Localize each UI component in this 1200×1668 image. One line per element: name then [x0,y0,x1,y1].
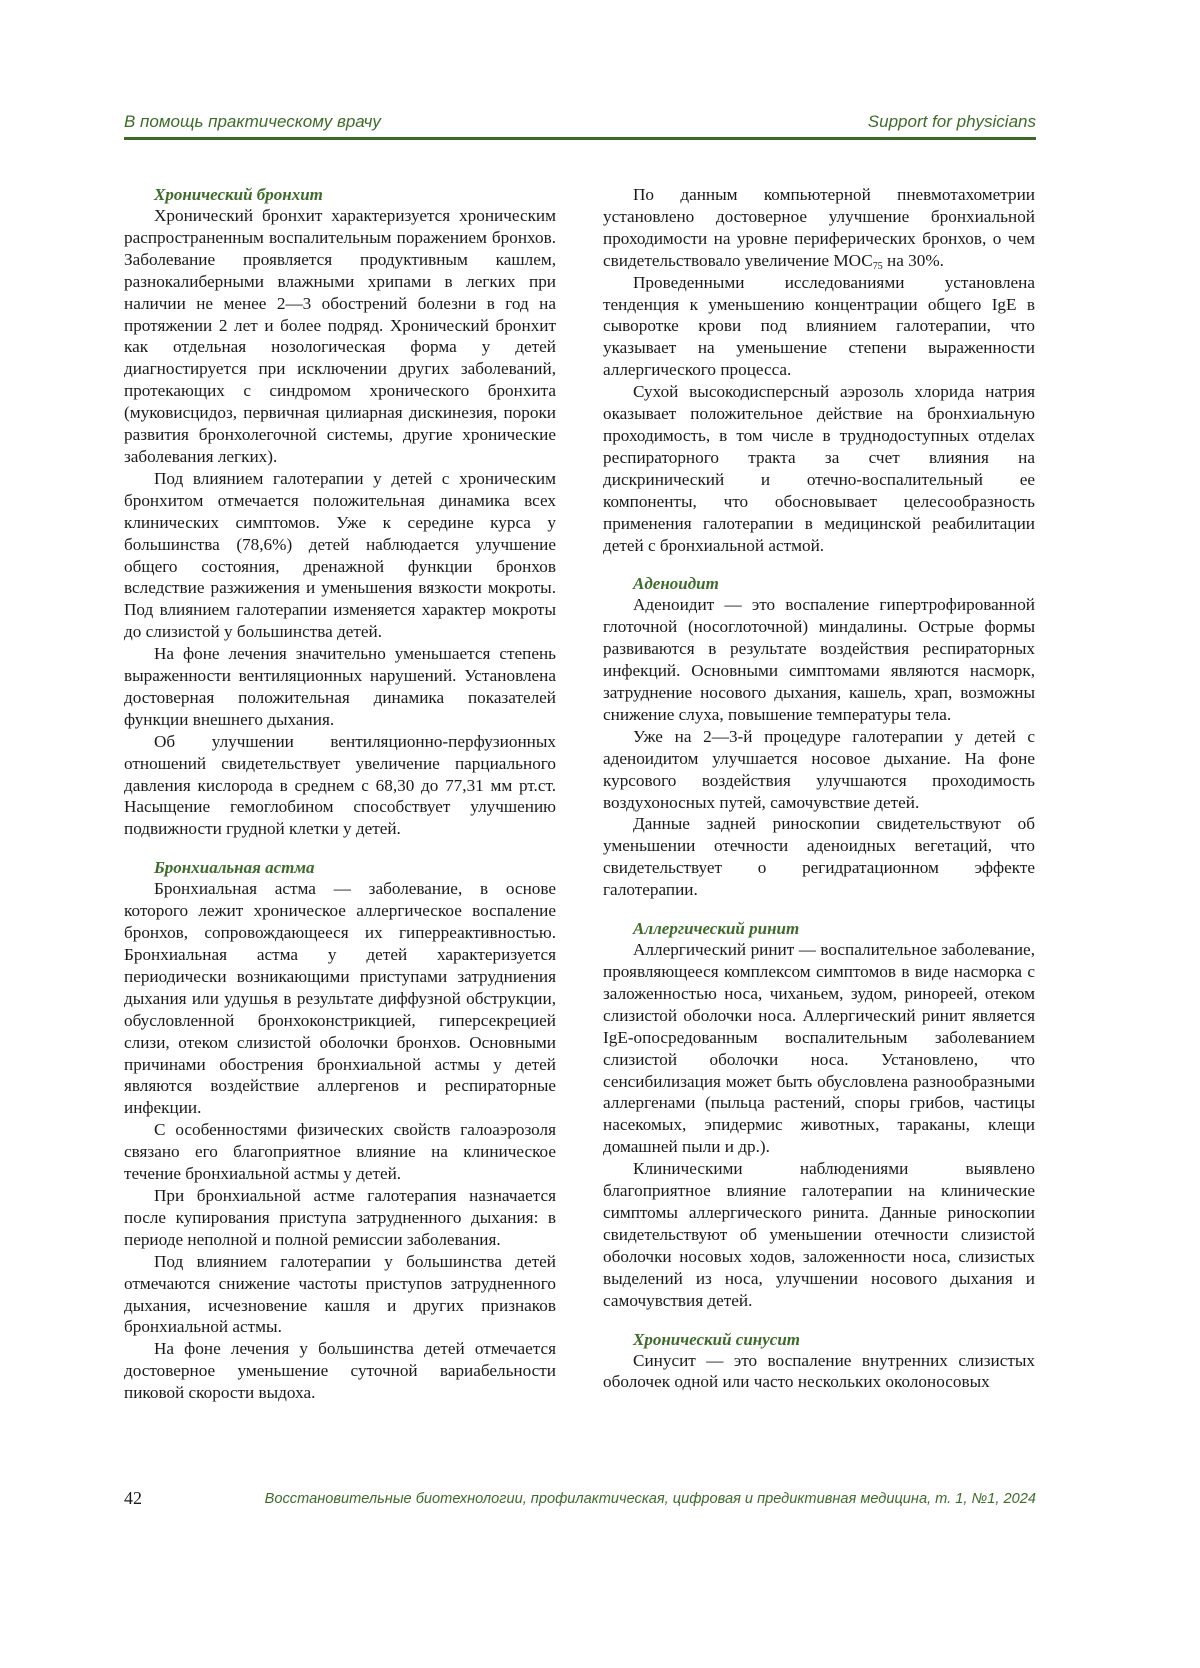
section-title-allergic-rhinitis: Аллергический ринит [633,919,800,939]
paragraph: Сухой высокодисперсный аэрозоль хлорида натрия оказывает положительное действие на бронхиальную проходимость, в том числе в труднодоступных отделах респираторного тракта за счет влияния на дискринический и отечно-воспалительный ее компоненты, что обосновывает целесообразность применения галотерапии в медицинской реабилитации детей с бронхиальной астмой. [603,382,1035,555]
paragraph: Под влиянием галотерапии у детей с хроническим бронхитом отмечается положительная динамика всех клинических симптомов. Уже к середине курса у большинства (78,6%) детей наблюдается улучшение общего состояния, дренажной функции бронхов вследствие разжижения и уменьшения вязкости мокроты. Под влиянием галотерапии изменяется характер мокроты до слизистой у большинства детей. [124,468,556,642]
paragraph: Проведенными исследованиями установлена тенденция к уменьшению концентрации общего IgE в сыворотке крови под влиянием галотерапии, что указывает на уменьшение степени выраженности аллергического процесса. [603,272,1035,380]
section-title-chronic-sinusitis: Хронический синусит [633,1329,801,1349]
journal-citation: Восстановительные биотехнологии, профилактическая, цифровая и предиктивная медицина, т. 1, №1, 2024 [264,1491,1036,1507]
paragraph-mos-tail: на 30%. [882,250,944,270]
paragraph: Данные задней риноскопии свидетельствуют об уменьшении отечности аденоидных вегетаций, что свидетельствует о регидратационном эффекте галотерапии. [603,814,1035,900]
paragraph: Клиническими наблюдениями выявлено благоприятное влияние галотерапии на клинические симптомы аллергического ринита. Данные риноскопии свидетельствуют об уменьшении отечности слизистой оболочки носовых ходов, заложенности носа, слизистых выделений из носа, улучшении носового дыхания и самочувствия детей. [603,1159,1035,1310]
paragraph: Хронический бронхит характеризуется хроническим распространенным воспалительным поражением бронхов. Заболевание проявляется продуктивным кашлем, разнокалиберными влажными хрипами в легких при наличии не менее 2—3 обострений болезни в год на протяжении 2 лет и более подряд. Хронический бронхит как отдельная нозологическая форма у детей диагностируется при исключении других заболеваний, протекающих с синдромом хронического бронхита (муковисцидоз, первичная цилиарная дискинезия, пороки развития бронхолегочной системы, другие хронические заболевания легких). [124,206,556,466]
paragraph: На фоне лечения у большинства детей отмечается достоверное уменьшение суточной вариабельности пиковой скорости выдоха. [124,1339,556,1403]
header-divider [124,137,1036,140]
paragraph: Аденоидит — это воспаление гипертрофированной глоточной (носоглоточной) миндалины. Острые формы развиваются в результате воздействия респираторных инфекций. Основными симптомами являются насморк, затруднение носового дыхания, кашель, храп, возможны снижение слуха, повышение температуры тела. [603,595,1035,724]
paragraph: Аллергический ринит — воспалительное заболевание, проявляющееся комплексом симптомов в виде насморка с заложенностью носа, чиханьем, зудом, ринореей, отеком слизистой оболочки носа. Аллергический ринит является IgE-опосредованным воспалительным заболеванием слизистой оболочки носа. Установлено, что сенсибилизация может быть обусловлена разнообразными аллергенами (пыльца растений, споры грибов, частицы насекомых, эпидермис животных, тараканы, клещи домашней пыли и др.). [603,940,1035,1157]
paragraph-mos-text: По данным компьютерной пневмотахометрии установлено достоверное улучшение бронхиальной проходимости на уровне периферических бронхов, о чем свидетельствовало увеличение МОС [603,185,1035,270]
paragraph-mos [603,184,1035,272]
page-number: 42 [124,1488,142,1508]
paragraph: Бронхиальная астма — заболевание, в основе которого лежит хроническое аллергическое воспаление бронхов, сопровождающееся их гиперреактивностью. Бронхиальная астма у детей характеризуется периодически возникающими приступами затрудниения дыхания или удушья в результате диффузной обструкции, обусловленной бронхоконстрикцией, гиперсекрецией слизи, отеком слизистой оболочки бронхов. Основными причинами обострения бронхиальной астмы у детей являются воздействие аллергенов и респираторные инфекции. [124,879,556,1118]
mos-subscript: 75 [872,260,883,272]
section-title-bronchial-asthma: Бронхиальная астма [154,858,315,878]
paragraph: При бронхиальной астме галотерапия назначается после купирования приступа затрудненного дыхания: в периоде неполной и полной ремиссии заболевания. [124,1185,556,1249]
left-column [124,184,556,1404]
section-title-adenoiditis: Аденоидит [633,574,719,594]
paragraph: Уже на 2—3-й процедуре галотерапии у детей с аденоидитом улучшается носовое дыхание. На фоне курсового воздействия улучшаются проходимость воздухоносных путей, самочувствие детей. [603,726,1035,812]
paragraph: Об улучшении вентиляционно-перфузионных отношений свидетельствует увеличение парциального давления кислорода в среднем с 68,30 до 77,31 мм рт.ст. Насыщение гемоглобином способствует улучшению подвижности грудной клетки у детей. [124,731,556,839]
paragraph: На фоне лечения значительно уменьшается степень выраженности вентиляционных нарушений. Установлена достоверная положительная динамика показателей функции внешнего дыхания. [124,644,556,729]
running-header [124,112,1036,136]
paragraph: Синусит — это воспаление внутренних слизистых оболочек одной или часто нескольких околоносовых [603,1350,1035,1392]
paragraph: С особенностями физических свойств галоаэрозоля связано его благоприятное влияние на клиническое течение бронхиальной астмы у детей. [124,1120,556,1184]
header-section-en: Support for physicians [867,112,1036,131]
paragraph: Под влиянием галотерапии у большинства детей отмечаются снижение частоты приступов затрудненного дыхания, исчезновение кашля и других признаков бронхиальной астмы. [124,1251,556,1337]
section-title-chronic-bronchitis: Хронический бронхит [154,185,323,204]
right-column [603,184,1035,1393]
header-section-ru: В помощь практическому врачу [124,112,381,131]
